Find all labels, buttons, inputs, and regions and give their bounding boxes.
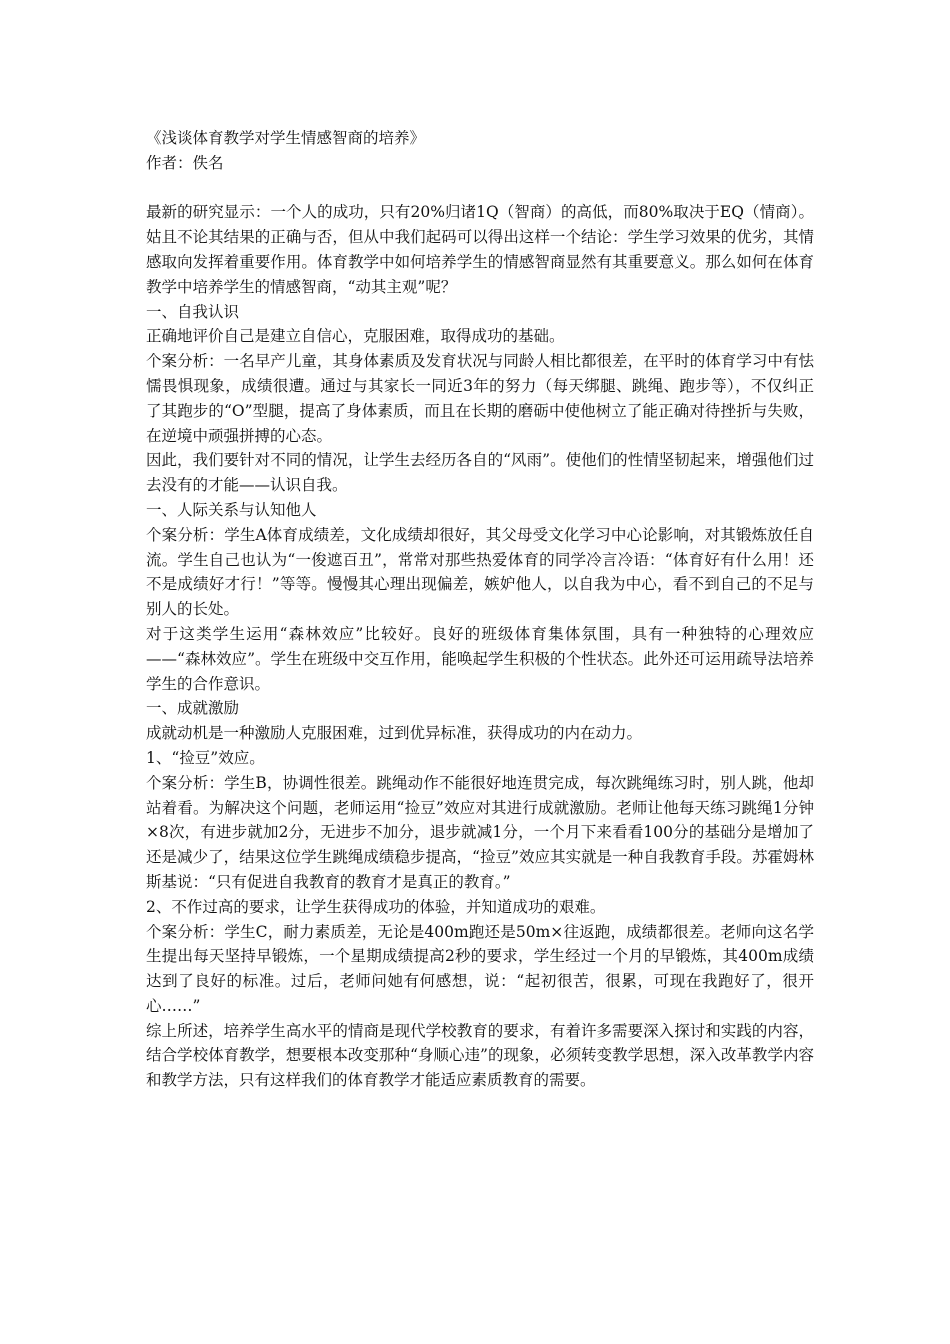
- paragraph-case-study: 个案分析：学生B，协调性很差。跳绳动作不能很好地连贯完成，每次跳绳练习时，别人跳，他却站着看。为解决这个问题，老师运用“捡豆”效应对其进行成就激励。老师让他每天练习跳绳1分钟×8次，有进步就加2分，无进步不加分，退步就减1分，一个月下来看看100分的基础分是增加了还是减少了，结果这位学生跳绳成绩稳步提高，“捡豆”效应其实就是一种自我教育手段。苏霍姆林斯基说：“只有促进自我教育的教育才是真正的教育。”: [146, 773, 814, 891]
- paragraph-case-study: 个案分析：一名早产儿童，其身体素质及发育状况与同龄人相比都很差，在平时的体育学习中有怯懦畏惧现象，成绩很遭。通过与其家长一同近3年的努力（每天绑腿、跳绳、跑步等），不仅纠正了其跑步的“O”型腿，提高了身体素质，而且在长期的磨砺中使他树立了能正确对待挫折与失败，在逆境中顽强拼搏的心态。: [146, 352, 814, 445]
- paragraph: 因此，我们要针对不同的情况，让学生去经历各自的“风雨”。使他们的性情坚韧起来，增强他们过去没有的才能——认识自我。: [146, 451, 814, 495]
- paragraph: 成就动机是一种激励人克服困难，过到优异标准，获得成功的内在动力。: [146, 724, 643, 743]
- section-heading-self-awareness: 一、自我认识: [146, 302, 240, 321]
- paragraph-case-study: 个案分析：学生C，耐力素质差，无论是400m跑还是50m×往返跑，成绩都很差。老师向这名学生提出每天坚持早锻炼，一个星期成绩提高2秒的要求，学生经过一个月的早锻炼，其400m成绩达到了良好的标准。过后，老师问她有何感想，说：“起初很苦，很累，可现在我跑好了，很开心……”: [146, 922, 814, 1015]
- subsection-heading: 2、不作过高的要求，让学生获得成功的体验，并知道成功的艰难。: [146, 897, 606, 916]
- paragraph-conclusion: 综上所述，培养学生高水平的情商是现代学校教育的要求，有着许多需要深入探讨和实践的内容，结合学校体育教学，想要根本改变那种“身顺心违”的现象，必须转变教学思想，深入改革教学内容和教学方法，只有这样我们的体育教学才能适应素质教育的需要。: [146, 1021, 814, 1090]
- document-title: 《浅谈体育教学对学生情感智商的培养》: [146, 129, 426, 147]
- paragraph: 正确地评价自己是建立自信心，克服困难，取得成功的基础。: [146, 327, 565, 346]
- paragraph: 对于这类学生运用“森林效应”比较好。良好的班级体育集体氛围，具有一种独特的心理效应——“森林效应”。学生在班级中交互作用，能唤起学生积极的个性状态。此外还可运用疏导法培养学生的合作意识。: [146, 624, 814, 693]
- subsection-heading: 1、“捡豆”效应。: [146, 748, 265, 767]
- document-author: 作者：佚名: [146, 153, 224, 172]
- section-heading-achievement: 一、成就激励: [146, 699, 240, 718]
- document-page: [146, 126, 814, 1093]
- paragraph-case-study: 个案分析：学生A体育成绩差，文化成绩却很好，其父母受文化学习中心论影响，对其锻炼放任自流。学生自己也认为“一俊遮百丑”，常常对那些热爱体育的同学冷言冷语：“体育好有什么用！还不是成绩好才行！”等等。慢慢其心理出现偏差，嫉妒他人，以自我为中心，看不到自己的不足与别人的长处。: [146, 525, 814, 619]
- section-heading-relationships: 一、人际关系与认知他人: [146, 500, 317, 519]
- blank-line: [146, 176, 814, 201]
- paragraph-intro: 最新的研究显示：一个人的成功，只有20%归诸1Q（智商）的高低，而80%取决于EQ（情商）。姑且不论其结果的正确与否，但从中我们起码可以得出这样一个结论：学生学习效果的优劣，其情感取向发挥着重要作用。体育教学中如何培养学生的情感智商显然有其重要意义。那么如何在体育教学中培养学生的情感智商，“动其主观”呢？: [146, 203, 814, 296]
